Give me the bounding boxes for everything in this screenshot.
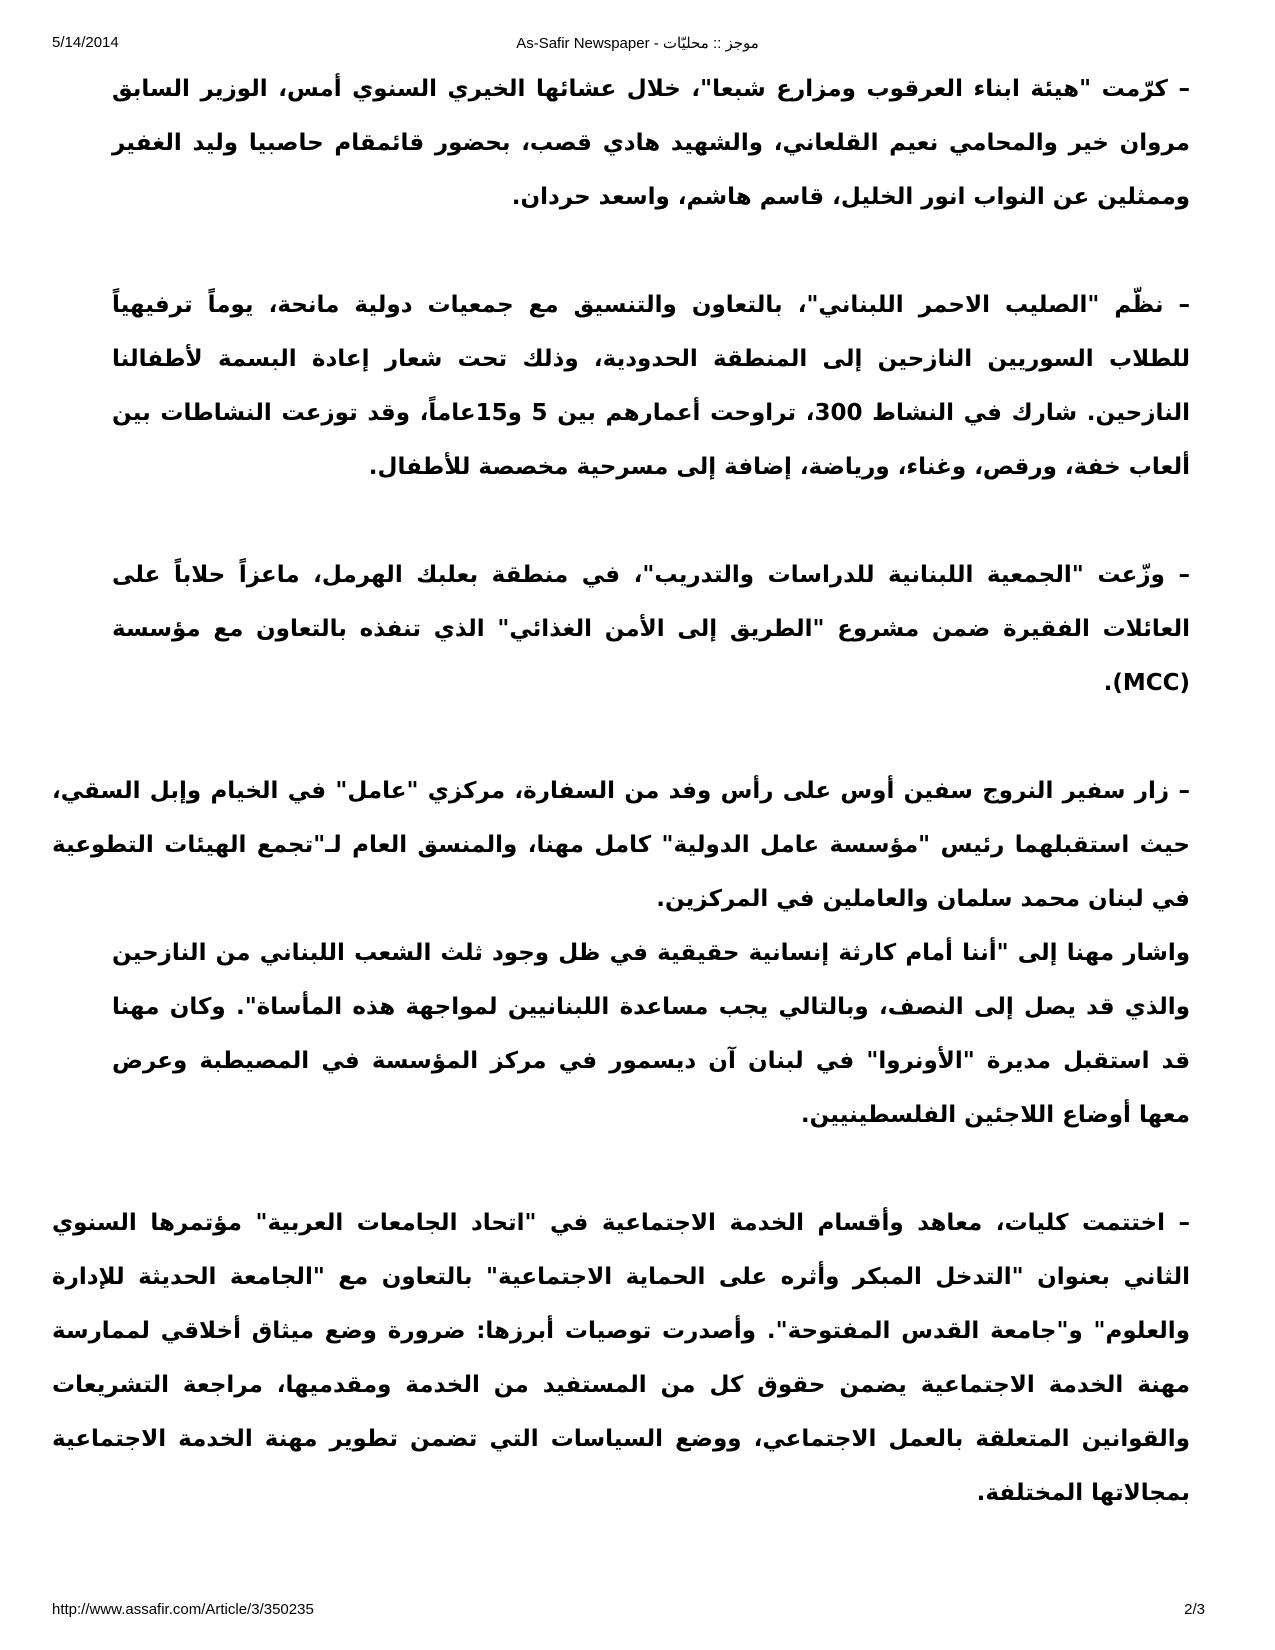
news-item-honoring: – كرّمت "هيئة ابناء العرقوب ومزارع شبعا"، خلال عشائها الخيري السنوي أمس، الوزير السابق مروان خير والمحامي نعيم القلعاني، والشهيد هادي قصب، بحضور قائمقام حاصبيا وليد الغفير وممثلين عن النواب انور الخليل، قاسم هاشم، واسعد حردان. bbox=[112, 76, 1190, 210]
source-url: http://www.assafir.com/Article/3/350235 bbox=[52, 1601, 314, 1618]
print-date: 5/14/2014 bbox=[52, 34, 119, 51]
news-item-norway-ambassador: – زار سفير النروج سفين أوس على رأس وفد من السفارة، مركزي "عامل" في الخيام وإبل السقي، حيث استقبلهما رئيس "مؤسسة عامل الدولية" كامل مهنا، والمنسق العام لـ"تجمع الهيئات التطوعية في لبنان محمد سلمان والعاملين في المركزين. bbox=[52, 778, 1190, 912]
news-item-mhanna-statement: واشار مهنا إلى "أننا أمام كارثة إنسانية حقيقية في ظل وجود ثلث الشعب اللبناني من النازحين والذي قد يصل إلى النصف، وبالتالي يجب مساعدة اللبنانيين لمواجهة هذه المأساة". وكان مهنا قد استقبل مديرة "الأونروا" في لبنان آن ديسمور في مركز المؤسسة في المصيطبة وعرض معها أوضاع اللاجئين الفلسطينيين. bbox=[112, 940, 1190, 1128]
article-body bbox=[52, 62, 1190, 1520]
news-item-goat-distribution: – وزّعت "الجمعية اللبنانية للدراسات والتدريب"، في منطقة بعلبك الهرمل، ماعزاً حلاباً على العائلات الفقيرة ضمن مشروع "الطريق إلى الأمن الغذائي" الذي تنفذه بالتعاون مع مؤسسة (MCC). bbox=[112, 562, 1190, 696]
news-item-social-work-conference: – اختتمت كليات، معاهد وأقسام الخدمة الاجتماعية في "اتحاد الجامعات العربية" مؤتمرها السنوي الثاني بعنوان "التدخل المبكر وأثره على الحماية الاجتماعية" بالتعاون مع "الجامعة الحديثة للإدارة والعلوم" و"جامعة القدس المفتوحة". وأصدرت توصيات أبرزها: ضرورة وضع ميثاق أخلاقي لممارسة مهنة الخدمة الاجتماعية يضمن حقوق كل من المستفيد من الخدمة ومقدميها، مراجعة التشريعات والقوانين المتعلقة بالعمل الاجتماعي، ووضع السياسات التي تضمن تطوير مهنة الخدمة الاجتماعية بمجالاتها المختلفة. bbox=[52, 1210, 1190, 1506]
page-title: As-Safir Newspaper - موجز :: محليّات bbox=[516, 35, 759, 52]
news-item-red-cross: – نظّم "الصليب الاحمر اللبناني"، بالتعاون والتنسيق مع جمعيات دولية مانحة، يوماً ترفيهياً للطلاب السوريين النازحين إلى المنطقة الحدودية، وذلك تحت شعار إعادة البسمة لأطفالنا النازحين. شارك في النشاط 300، تراوحت أعمارهم بين 5 و15عاماً، وقد توزعت النشاطات بين ألعاب خفة، ورقص، وغناء، ورياضة، إضافة إلى مسرحية مخصصة للأطفال. bbox=[112, 292, 1190, 480]
page-number: 2/3 bbox=[1184, 1601, 1205, 1618]
